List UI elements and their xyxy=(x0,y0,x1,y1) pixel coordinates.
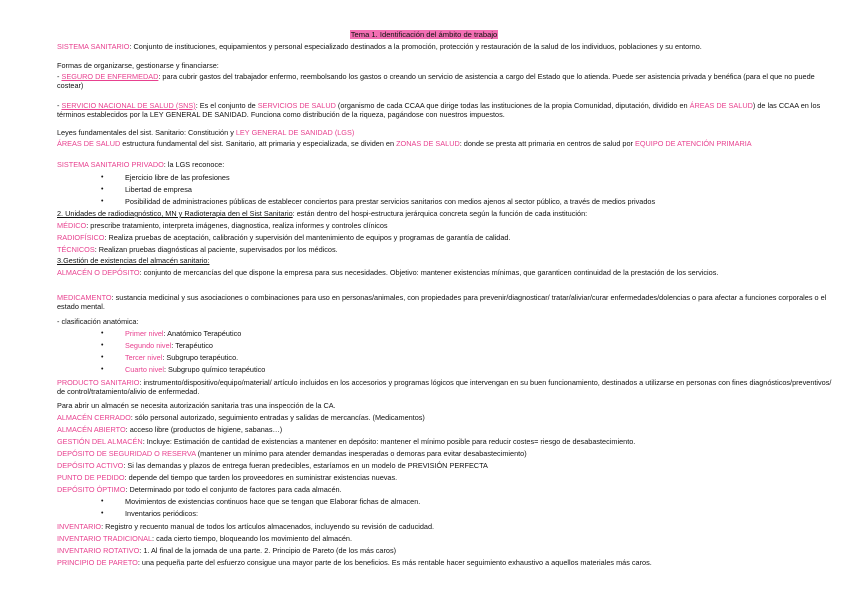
term-label: ÁREAS DE SALUD xyxy=(689,101,753,110)
text-segment: Inventarios periódicos: xyxy=(125,509,199,518)
text-segment: : Terapéutico xyxy=(171,341,213,350)
term-label: ALMACÉN ABIERTO xyxy=(57,425,126,434)
term-label: PRODUCTO SANITARIO xyxy=(57,378,140,387)
term-label: SERVICIO NACIONAL DE SALUD (SNS) xyxy=(61,101,196,110)
text-line xyxy=(57,546,832,555)
text-line xyxy=(57,209,832,218)
text-segment: Para abrir un almacén se necesita autorización sanitaria tras una inspección de la CA. xyxy=(57,401,336,410)
text-line xyxy=(57,160,832,169)
text-line xyxy=(57,425,832,434)
text-segment: : Determinado por todo el conjunto de factores para cada almacén. xyxy=(125,485,342,494)
text-segment: : Anatómico Terapéutico xyxy=(163,329,242,338)
term-label: MEDICAMENTO xyxy=(57,293,112,302)
text-line xyxy=(57,128,832,137)
text-segment: : Subgrupo químico terapéutico xyxy=(163,365,266,374)
text-segment: : prescribe tratamiento, interpreta imágenes, diagnostica, realiza informes y controles clínicos xyxy=(86,221,388,230)
term-label: ZONAS DE SALUD xyxy=(396,139,460,148)
term-label: INVENTARIO ROTATIVO xyxy=(57,546,140,555)
text-segment: : instrumento/dispositivo/equipo/material/ artículo incluidos en los accesorios y programas lógicos que intervengan en su buen funcionamiento, destinados a utilizarse en personas con fines diagnósticos/preventivos/ de control/tratamiento/alivio de enfermedad. xyxy=(57,378,832,396)
text-segment: : Registro y recuento manual de todos los artículos almacenados, incluyendo su revisión de caducidad. xyxy=(101,522,435,531)
term-label: INVENTARIO TRADICIONAL xyxy=(57,534,153,543)
text-segment: : Es el conjunto de xyxy=(195,101,258,110)
text-segment: Posibilidad de administraciones públicas de establecer conciertos para prestar servicios sanitarios con medios ajenos al sector público, a través de medios privados xyxy=(125,197,656,206)
text-line xyxy=(57,256,832,265)
bullet-item xyxy=(125,329,825,338)
text-segment: : donde se presta att primaria en centros de salud por xyxy=(459,139,635,148)
term-label: DEPÓSITO DE SEGURIDAD O RESERVA xyxy=(57,449,196,458)
term-label: ÁREAS DE SALUD xyxy=(57,139,121,148)
text-segment: : acceso libre (productos de higiene, sabanas…) xyxy=(125,425,283,434)
text-line xyxy=(57,413,832,422)
term-label: PRINCIPIO DE PARETO xyxy=(57,558,138,567)
text-segment: : para cubrir gastos del trabajador enfermo, reembolsando los gastos o creando un servicio de asistencia a cargo del Estado que lo atienda. Puede ser asistencia privada y benéfica (para el que no puede costear) xyxy=(57,72,815,90)
term-label: GESTIÓN DEL ALMACÉN xyxy=(57,437,143,446)
term-label: SERVICIOS DE SALUD xyxy=(257,101,336,110)
text-line xyxy=(57,221,832,230)
text-line xyxy=(57,401,832,410)
term-label: SISTEMA SANITARIO xyxy=(57,42,130,51)
text-line xyxy=(57,72,832,90)
text-segment: : Si las demandas y plazos de entrega fueran predecibles, estaríamos en un modelo de PREVISIÓN PERFECTA xyxy=(123,461,488,470)
term-label: DEPÓSITO ÓPTIMO xyxy=(57,485,126,494)
bullet-item xyxy=(125,509,825,518)
text-segment: Movimientos de existencias continuos hace que se tengan que Elaborar fichas de almacen. xyxy=(125,497,421,506)
text-line xyxy=(57,522,832,531)
term-label: SEGURO DE ENFERMEDAD xyxy=(61,72,159,81)
text-segment: : Incluye: Estimación de cantidad de existencias a mantener en depósito: mantener el mínimo posible para reducir costes= riesgo de desabastecimiento. xyxy=(142,437,636,446)
text-segment: : sólo personal autorizado, seguimiento entradas y salidas de mercancías. (Medicamentos) xyxy=(130,413,425,422)
text-line xyxy=(57,233,832,242)
text-segment: : una pequeña parte del esfuerzo consigue una mayor parte de los beneficios. Es más rentable hacer seguimiento exhaustivo a aquellos materiales más caros. xyxy=(137,558,652,567)
text-line xyxy=(57,473,832,482)
term-label: EQUIPO DE ATENCIÓN PRIMARIA xyxy=(634,139,752,148)
bullet-item xyxy=(125,497,825,506)
text-line xyxy=(57,485,832,494)
text-segment: Libertad de empresa xyxy=(125,185,192,194)
text-segment: : Realiza pruebas de aceptación, calibración y supervisión del mantenimiento de equipos y programas de garantía de calidad. xyxy=(104,233,511,242)
bullet-item xyxy=(125,173,825,182)
term-label: RADIOFÍSICO xyxy=(57,233,105,242)
bullet-item xyxy=(125,185,825,194)
text-segment: 2. Unidades de radiodiagnóstico, MN y Radioterapia den el Sist Sanitario xyxy=(57,209,293,218)
term-label: PUNTO DE PEDIDO xyxy=(57,473,125,482)
term-label: Primer nivel xyxy=(125,329,164,338)
bullet-item xyxy=(125,341,825,350)
text-segment: : Conjunto de instituciones, equipamientos y personal especializado destinados a la promoción, protección y restauración de la salud de los individuos, poblaciones y su entorno. xyxy=(129,42,702,51)
text-segment: : conjunto de mercancías del que dispone la empresa para sus necesidades. Objetivo: mantener existencias mínimas, que garanticen continuidad de la prestación de los servicios. xyxy=(139,268,719,277)
text-segment: Leyes fundamentales del sist. Sanitario: Constitución y xyxy=(57,128,236,137)
text-line xyxy=(57,558,832,567)
text-segment: : 1. Al final de la jornada de una parte. 2. Principio de Pareto (de los más caros) xyxy=(139,546,397,555)
term-label: Segundo nivel xyxy=(125,341,172,350)
text-line xyxy=(57,449,832,458)
text-segment: : Realizan pruebas diagnósticas al paciente, supervisados por los médicos. xyxy=(94,245,338,254)
text-line xyxy=(57,139,832,148)
text-segment: : cada cierto tiempo, bloqueando los movimiento del almacén. xyxy=(152,534,352,543)
text-line xyxy=(57,317,832,326)
text-segment: 3.Gestión de existencias del almacén sanitario: xyxy=(57,256,210,265)
text-line xyxy=(57,378,832,396)
text-segment: - xyxy=(57,72,62,81)
text-segment: Ejercicio libre de las profesiones xyxy=(125,173,230,182)
text-segment: Formas de organizarse, gestionarse y financiarse: xyxy=(57,61,219,70)
text-line xyxy=(57,42,832,51)
term-label: ALMACÉN CERRADO xyxy=(57,413,131,422)
text-line xyxy=(57,293,832,311)
text-line xyxy=(57,461,832,470)
term-label: MÉDICO xyxy=(57,221,87,230)
text-segment: : depende del tiempo que tarden los proveedores en suministrar existencias nuevas. xyxy=(124,473,398,482)
text-line xyxy=(57,101,832,119)
text-segment: : la LGS reconoce: xyxy=(163,160,225,169)
term-label: DEPÓSITO ACTIVO xyxy=(57,461,124,470)
term-label: INVENTARIO xyxy=(57,522,102,531)
text-segment: (organismo de cada CCAA que dirige todas las instituciones de la propia Comunidad, diputación, dividido en xyxy=(335,101,690,110)
term-label: Cuarto nivel xyxy=(125,365,164,374)
bullet-item xyxy=(125,197,825,206)
page-title xyxy=(0,30,848,39)
text-segment: : están dentro del hospi-estructura jerárquica concreta según la función de cada institución: xyxy=(292,209,588,218)
bullet-item xyxy=(125,353,825,362)
text-segment: (mantener un mínimo para atender demandas inesperadas o demoras para evitar desabastecimiento) xyxy=(195,449,527,458)
text-line xyxy=(57,61,832,70)
term-label: SISTEMA SANITARIO PRIVADO xyxy=(57,160,164,169)
term-label: Tercer nivel xyxy=(125,353,163,362)
term-label: ALMACÉN O DEPÓSITO xyxy=(57,268,140,277)
term-label: TÉCNICOS xyxy=(57,245,95,254)
title-highlight: Tema 1. Identificación del ámbito de trabajo xyxy=(350,30,498,39)
text-line xyxy=(57,268,832,277)
text-segment: ) de las CCAA en los términos establecidos por la LEY GENERAL DE SANIDAD. Funciona como distribución de la riqueza, pagándose con nuestros impuestos. xyxy=(57,101,821,119)
text-segment: - xyxy=(57,101,62,110)
text-line xyxy=(57,437,832,446)
text-segment: estructura fundamental del sist. Sanitario, att primaria y especializada, se dividen en xyxy=(120,139,397,148)
term-label: LEY GENERAL DE SANIDAD (LGS) xyxy=(235,128,355,137)
text-line xyxy=(57,534,832,543)
bullet-item xyxy=(125,365,825,374)
text-segment: - clasificación anatómica: xyxy=(57,317,139,326)
text-line xyxy=(57,245,832,254)
text-segment: : sustancia medicinal y sus asociaciones o combinaciones para uso en personas/animales, con propiedades para prevenir/diagnosticar/ tratar/aliviar/curar enfermedades/dolencias o para afectar a funciones corporales o el estado mental. xyxy=(57,293,827,311)
text-segment: : Subgrupo terapéutico. xyxy=(162,353,239,362)
